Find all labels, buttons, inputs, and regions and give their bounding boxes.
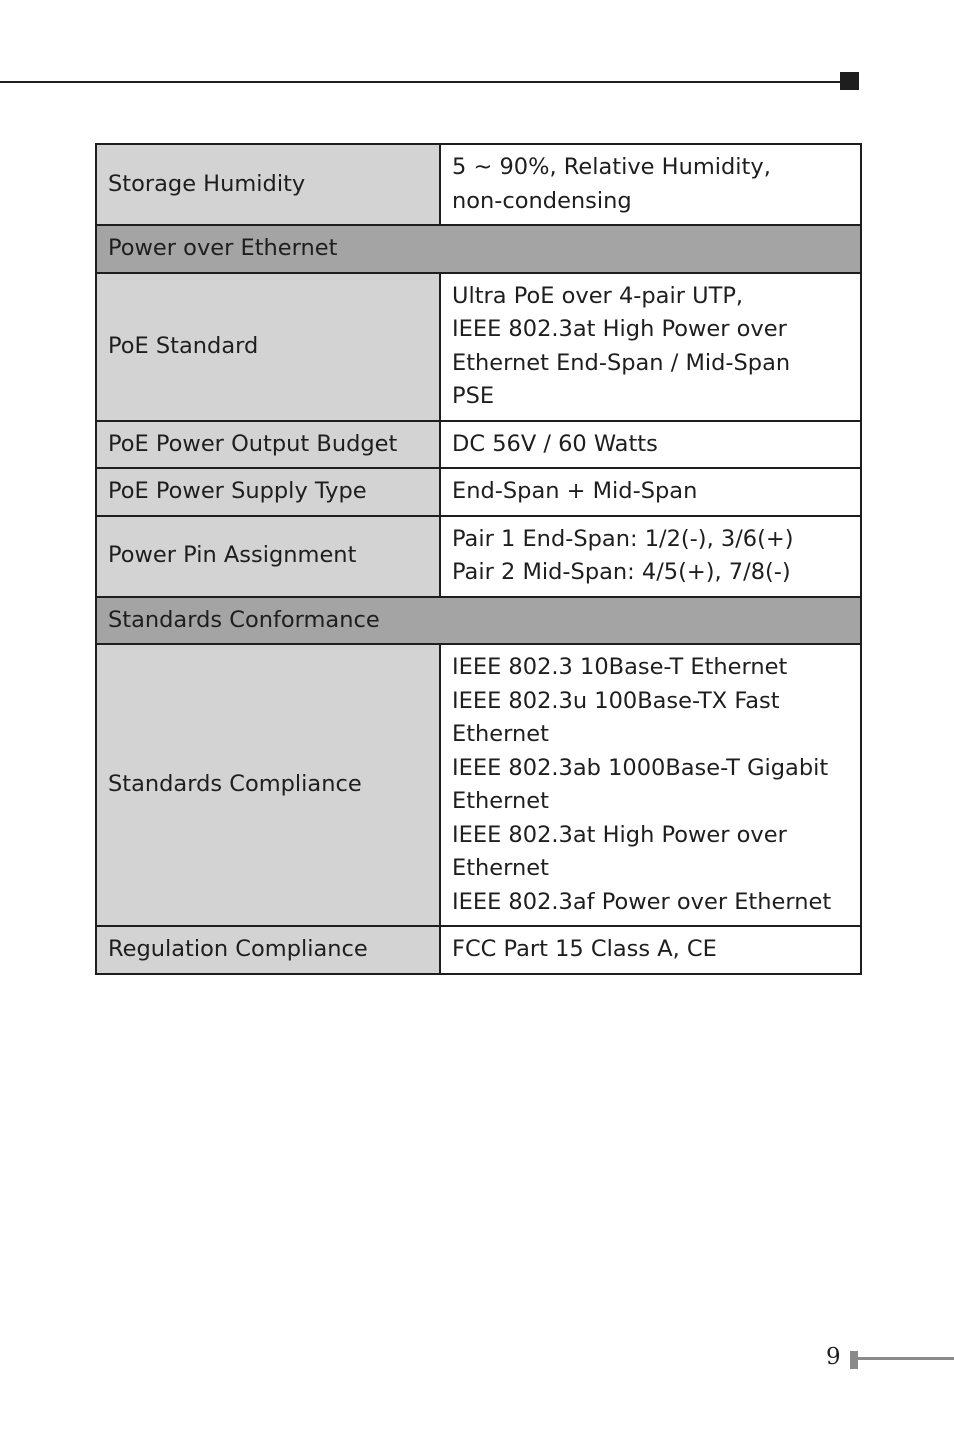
page-number: 9: [826, 1344, 841, 1370]
spec-value-line: PSE: [452, 383, 495, 409]
spec-value-line: DC 56V / 60 Watts: [452, 430, 658, 457]
spec-value-line: IEEE 802.3at High Power over: [452, 316, 787, 342]
spec-value-line: End-Span + Mid-Span: [452, 478, 698, 504]
spec-value: [440, 516, 861, 597]
spec-value-line: IEEE 802.3at High Power over: [452, 821, 787, 848]
section-header: Power over Ethernet: [96, 225, 861, 273]
spec-label: Standards Compliance: [96, 644, 440, 926]
table-row: [96, 644, 861, 926]
spec-label: Power Pin Assignment: [96, 516, 440, 597]
spec-value: [440, 144, 861, 225]
header-square-marker: [840, 72, 859, 90]
table-row: [96, 273, 861, 421]
spec-value-line: IEEE 802.3u 100Base-TX Fast: [452, 687, 780, 714]
spec-label: PoE Standard: [96, 273, 440, 421]
spec-value-line: Ethernet: [452, 855, 549, 881]
table-row: [96, 468, 861, 516]
spec-value: [440, 644, 861, 926]
table-row: [96, 144, 861, 225]
specifications-table: [95, 143, 862, 975]
footer-bar-marker: [850, 1351, 858, 1369]
header-rule: [0, 81, 842, 83]
spec-value: [440, 468, 861, 516]
spec-value: [440, 421, 861, 469]
spec-label: Storage Humidity: [96, 144, 440, 225]
table-row: [96, 926, 861, 974]
spec-value-line: Pair 2 Mid-Span: 4/5(+), 7/8(-): [452, 559, 791, 585]
spec-value: [440, 926, 861, 974]
spec-value: [440, 273, 861, 421]
spec-value-line: Ethernet End-Span / Mid-Span: [452, 349, 791, 376]
spec-value-line: IEEE 802.3ab 1000Base-T Gigabit: [452, 754, 829, 781]
section-row: [96, 597, 861, 645]
section-header: Standards Conformance: [96, 597, 861, 645]
section-row: [96, 225, 861, 273]
spec-label: PoE Power Output Budget: [96, 421, 440, 469]
spec-value-line: FCC Part 15 Class A, CE: [452, 936, 717, 962]
spec-label: Regulation Compliance: [96, 926, 440, 974]
spec-value-line: non-condensing: [452, 187, 632, 214]
table-row: [96, 421, 861, 469]
spec-value-line: Pair 1 End-Span: 1/2(-), 3/6(+): [452, 525, 794, 552]
spec-value-line: IEEE 802.3 10Base-T Ethernet: [452, 654, 788, 680]
spec-value-line: Ethernet: [452, 721, 549, 747]
table-row: [96, 516, 861, 597]
spec-value-line: Ultra PoE over 4-pair UTP,: [452, 282, 744, 309]
spec-value-line: IEEE 802.3af Power over Ethernet: [452, 888, 832, 915]
specifications-table-body: [96, 144, 861, 974]
spec-label: PoE Power Supply Type: [96, 468, 440, 516]
footer-rule: [858, 1357, 954, 1360]
spec-value-line: 5 ~ 90%, Relative Humidity,: [452, 154, 771, 180]
spec-value-line: Ethernet: [452, 788, 549, 814]
